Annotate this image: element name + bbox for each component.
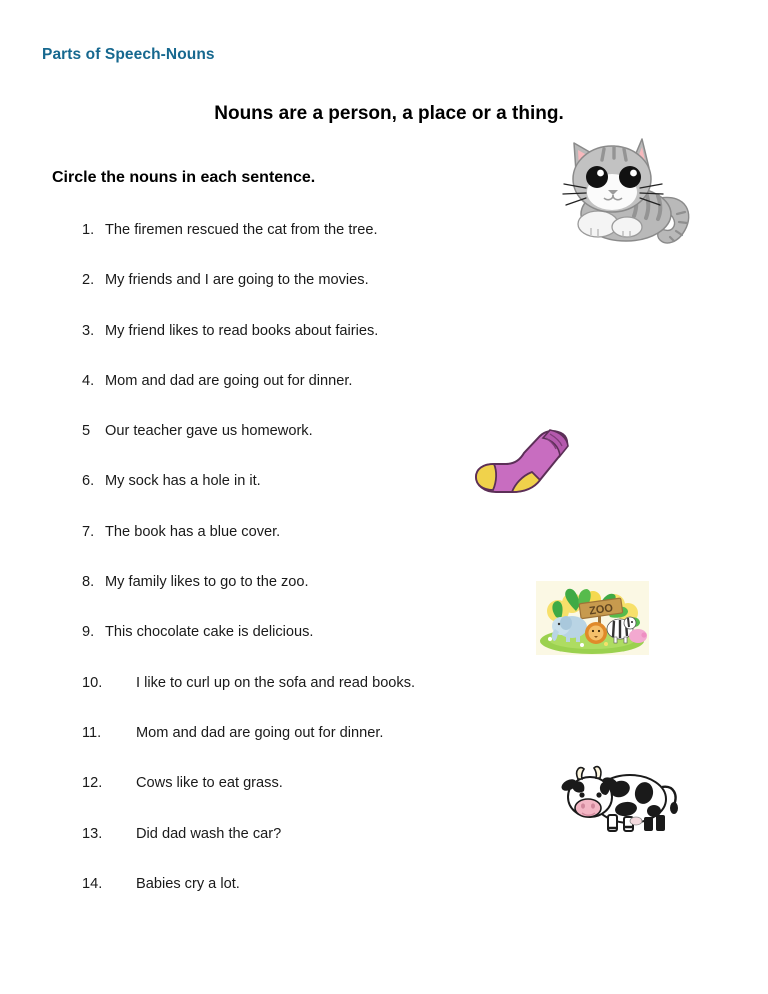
sock-image	[470, 428, 578, 496]
sentence-row	[0, 473, 768, 523]
sentence-text: This chocolate cake is delicious.	[105, 624, 314, 641]
sentence-text: Babies cry a lot.	[136, 875, 240, 892]
sentence-text: Cows like to eat grass.	[136, 775, 283, 792]
sentence-row	[0, 272, 768, 322]
sentence-text: Did dad wash the car?	[136, 825, 282, 842]
sentence-number: 6.	[82, 473, 95, 490]
sentence-row	[0, 876, 768, 926]
sentence-row	[0, 624, 768, 674]
sentence-text: I like to curl up on the sofa and read books.	[136, 674, 416, 691]
cat-image	[548, 136, 698, 251]
sentence-number: 4.	[82, 372, 95, 389]
sentence-number: 13.	[82, 825, 103, 842]
sentence-text: My friends and I are going to the movies.	[105, 272, 369, 289]
sentence-number: 1.	[82, 222, 95, 238]
sentence-number: 7.	[82, 523, 95, 540]
sentence-number: 10.	[82, 674, 103, 691]
sentence-text: The firemen rescued the cat from the tree.	[105, 222, 378, 238]
sentence-row	[0, 373, 768, 423]
sentence-row	[0, 574, 768, 624]
sentence-text: My sock has a hole in it.	[105, 473, 261, 490]
sentence-text: Mom and dad are going out for dinner.	[136, 724, 384, 741]
sentence-text: My friend likes to read books about fairies.	[105, 322, 379, 339]
sentence-number: 8.	[82, 574, 95, 591]
sentence-number: 11.	[82, 724, 102, 741]
cow-image	[558, 757, 686, 837]
sentence-number: 5	[82, 423, 91, 440]
sentence-row	[0, 323, 768, 373]
sentence-number: 14.	[82, 875, 103, 892]
zoo-image	[536, 581, 649, 655]
sentence-text: The book has a blue cover.	[105, 523, 281, 540]
sentence-text: Mom and dad are going out for dinner.	[105, 372, 353, 389]
instruction-text: Circle the nouns in each sentence.	[52, 169, 316, 186]
sentence-row	[0, 423, 768, 473]
sentence-number: 9.	[82, 624, 95, 641]
sentence-number: 2.	[82, 272, 95, 289]
sentence-row	[0, 675, 768, 725]
page-header-title: Parts of Speech-Nouns	[42, 46, 215, 63]
sentence-number: 12.	[82, 775, 103, 792]
sentence-number: 3.	[82, 322, 95, 339]
sentence-text: My family likes to go to the zoo.	[105, 574, 309, 591]
sentence-row	[0, 524, 768, 574]
page-title: Nouns are a person, a place or a thing.	[214, 103, 564, 124]
sentence-text: Our teacher gave us homework.	[105, 423, 313, 440]
svg-text:ZOO: ZOO	[588, 602, 614, 618]
